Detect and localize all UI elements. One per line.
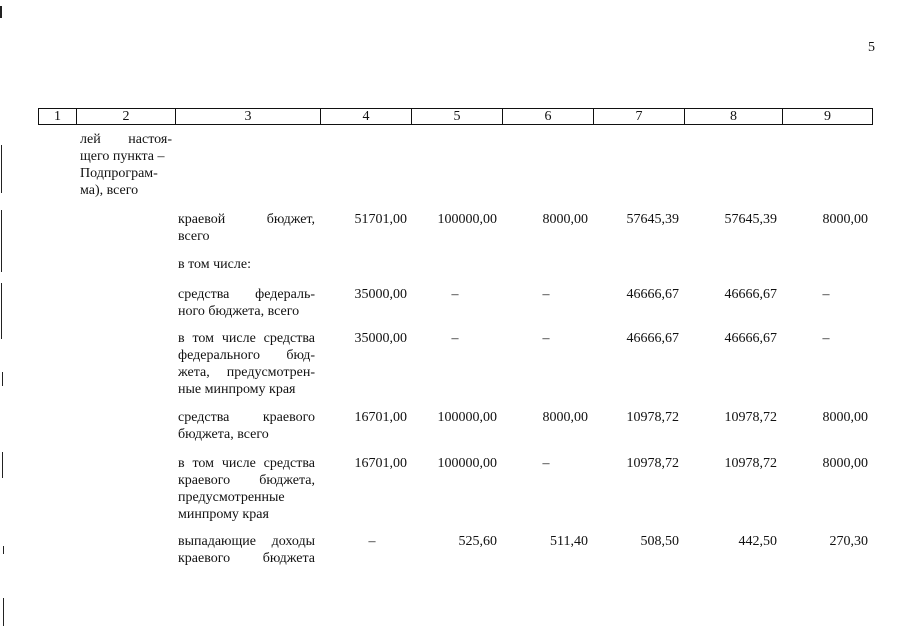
cell-col9: – [822, 287, 830, 302]
col2-word-a: лей [80, 132, 101, 147]
cell-col4: 16701,00 [354, 456, 407, 471]
row-label-line: краевого бюджета, [178, 473, 315, 488]
cell-col5: 100000,00 [437, 410, 497, 425]
scan-margin-mark [2, 452, 3, 478]
header-col-9: 9 [824, 109, 831, 124]
col2-word-b: настоя- [128, 132, 172, 147]
row-label [178, 286, 315, 320]
cell-col6: – [542, 331, 550, 346]
row-label [178, 330, 315, 398]
cell-col9: – [822, 331, 830, 346]
cell-col5: 100000,00 [437, 212, 497, 227]
cell-col5: – [451, 287, 459, 302]
scan-margin-mark [1, 145, 2, 193]
scan-margin-mark [3, 598, 4, 626]
header-col-7: 7 [594, 109, 685, 124]
cell-col6: 511,40 [550, 534, 588, 549]
cell-col4: 51701,00 [354, 212, 407, 227]
scan-margin-mark [2, 372, 3, 386]
row-label [178, 455, 315, 523]
row-label-line: выпадающие доходы [178, 534, 315, 549]
cell-col6: – [542, 287, 550, 302]
row-label [178, 256, 315, 273]
row-label-line: средства федераль- [178, 287, 315, 302]
row-label [178, 409, 315, 443]
cell-col9: 8000,00 [822, 410, 868, 425]
scan-margin-mark [1, 283, 2, 339]
cell-col5: – [451, 331, 459, 346]
row-label [178, 533, 315, 567]
header-col-5: 5 [412, 109, 503, 124]
cell-col9: 8000,00 [822, 456, 868, 471]
row-label-line: в том числе средства [178, 456, 315, 471]
cell-col7: 46666,67 [626, 331, 679, 346]
row-label-line: бюджета, всего [178, 427, 269, 442]
cell-col7: 10978,72 [626, 410, 679, 425]
col2-line-1 [80, 131, 172, 148]
cell-col5: 525,60 [458, 534, 497, 549]
cell-col7: 10978,72 [626, 456, 679, 471]
row-label-line: федерального бюд- [178, 348, 315, 363]
header-col-8: 8 [685, 109, 783, 124]
cell-col5: 100000,00 [437, 456, 497, 471]
col2-cell [80, 131, 172, 199]
row-label-line: в том числе: [178, 257, 251, 272]
cell-col8: 46666,67 [724, 331, 777, 346]
row-label-line: краевого бюджета [178, 551, 315, 566]
header-col-1: 1 [39, 109, 77, 124]
page-number: 5 [868, 40, 875, 55]
cell-col4: 16701,00 [354, 410, 407, 425]
cell-col8: 10978,72 [724, 456, 777, 471]
cell-col7: 508,50 [640, 534, 679, 549]
row-label-line: краевой бюджет, [178, 212, 315, 227]
cell-col4: 35000,00 [354, 331, 407, 346]
header-col-6: 6 [503, 109, 594, 124]
cell-col8: 46666,67 [724, 287, 777, 302]
cell-col7: 57645,39 [626, 212, 679, 227]
cell-col7: 46666,67 [626, 287, 679, 302]
cell-col6: – [542, 456, 550, 471]
row-label-line: в том числе средства [178, 331, 315, 346]
scan-margin-mark [3, 546, 4, 554]
header-col-2: 2 [77, 109, 176, 124]
row-label-line: ного бюджета, всего [178, 304, 300, 319]
header-col-4: 4 [321, 109, 412, 124]
row-label-line: минпрому края [178, 507, 269, 522]
scan-margin-mark [1, 210, 2, 272]
cell-col6: 8000,00 [542, 410, 588, 425]
scan-margin-mark [0, 6, 2, 18]
header-col-3: 3 [176, 109, 321, 124]
cell-col8: 10978,72 [724, 410, 777, 425]
cell-col9: 8000,00 [822, 212, 868, 227]
cell-col8: 57645,39 [724, 212, 777, 227]
row-label-line: жета, предусмотрен- [178, 365, 315, 380]
row-label-line: всего [178, 229, 210, 244]
cell-col4: 35000,00 [354, 287, 407, 302]
row-label-line: средства краевого [178, 410, 315, 425]
cell-col4: – [368, 534, 376, 549]
col2-line-4: ма), всего [80, 183, 139, 198]
col2-line-2: щего пункта – [80, 149, 165, 164]
row-label-line: ные минпрому края [178, 382, 296, 397]
row-label-line: предусмотренные [178, 490, 285, 505]
col2-line-3: Подпрограм- [80, 166, 158, 181]
cell-col8: 442,50 [738, 534, 777, 549]
table-header-row [38, 108, 873, 125]
cell-col6: 8000,00 [542, 212, 588, 227]
cell-col9: 270,30 [829, 534, 868, 549]
row-label [178, 211, 315, 245]
